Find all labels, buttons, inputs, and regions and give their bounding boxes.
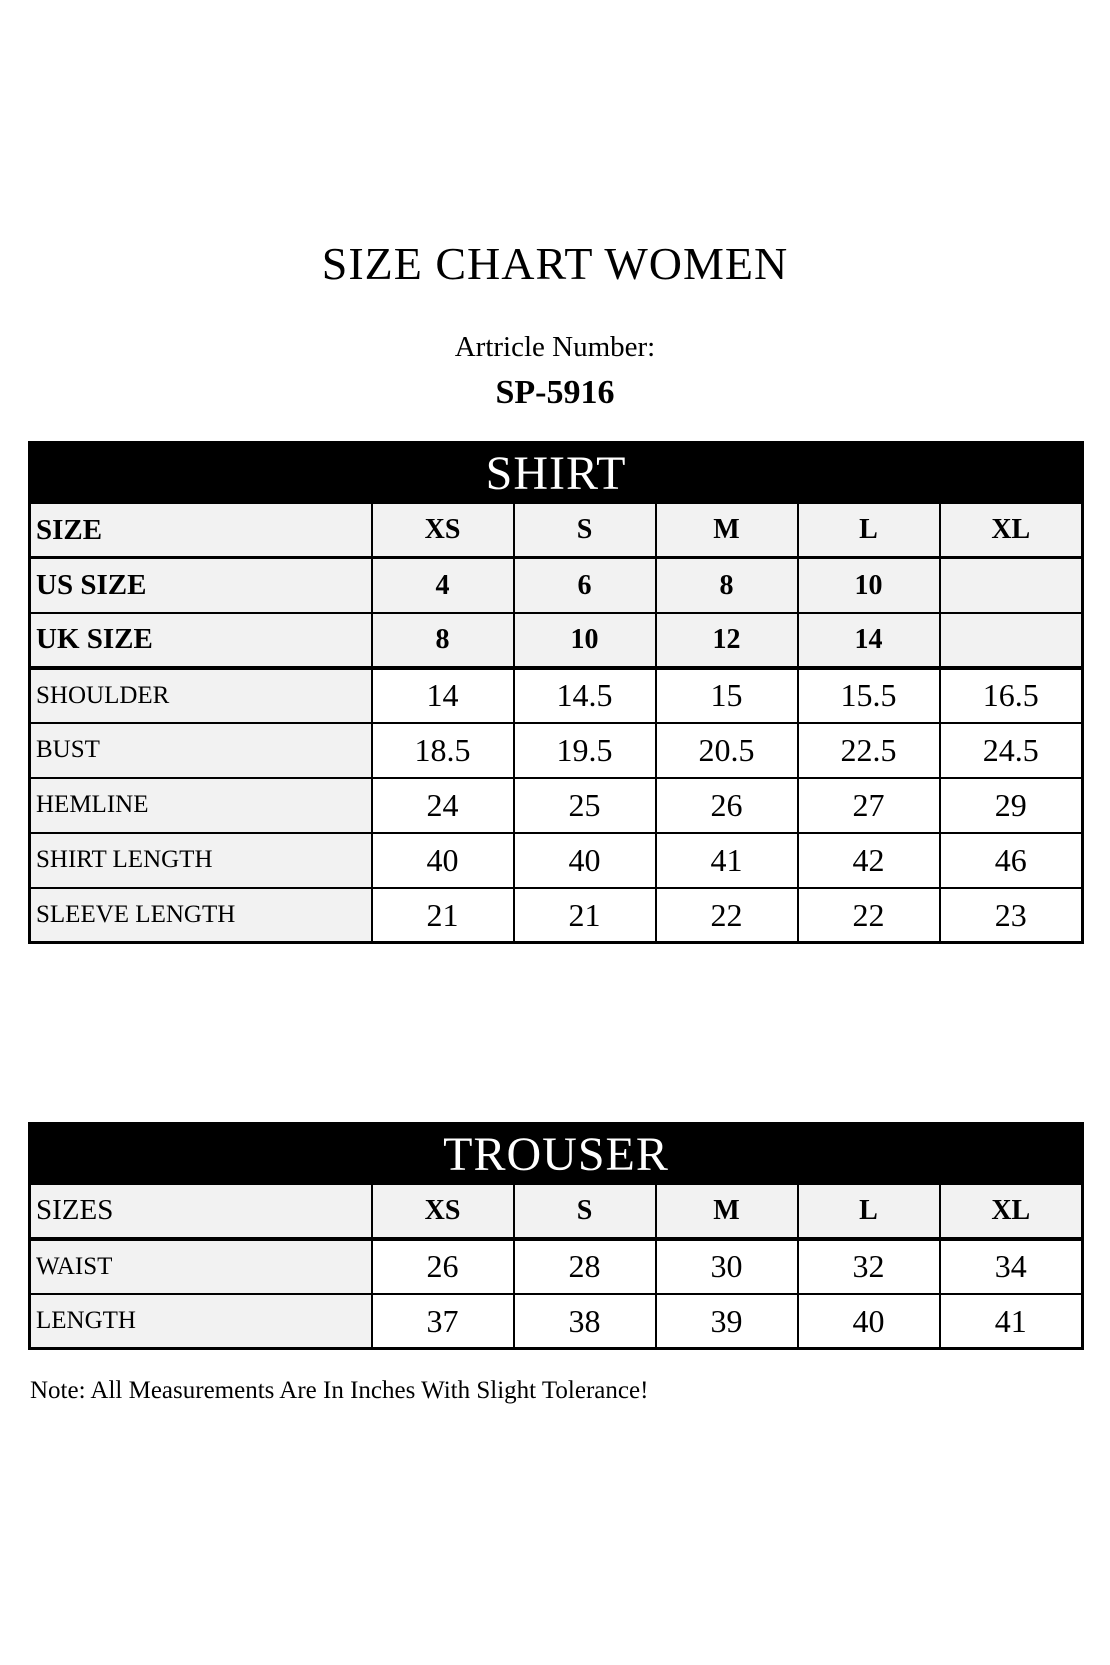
- size-value: 18.5: [372, 723, 514, 778]
- page-title: SIZE CHART WOMEN: [321, 238, 789, 289]
- size-value: 26: [656, 778, 798, 833]
- size-value: 22: [798, 888, 940, 943]
- article-number-label: Artricle Number:: [454, 330, 656, 363]
- size-value: 41: [656, 833, 798, 888]
- row-label: BUST: [30, 723, 372, 778]
- size-value: 15.5: [798, 668, 940, 723]
- trouser-table-banner-row: [30, 1124, 1083, 1184]
- table-row-us-size: [30, 558, 1083, 613]
- size-value: XL: [940, 503, 1083, 558]
- row-label: SHOULDER: [30, 668, 372, 723]
- row-label: HEMLINE: [30, 778, 372, 833]
- size-value: 42: [798, 833, 940, 888]
- size-value: 26: [372, 1239, 514, 1294]
- size-value: 41: [940, 1294, 1083, 1349]
- size-value: 21: [514, 888, 656, 943]
- table-row-shoulder: [30, 668, 1083, 723]
- row-label: SIZE: [30, 503, 372, 558]
- size-value: 22.5: [798, 723, 940, 778]
- size-value: [940, 613, 1083, 668]
- row-label: LENGTH: [30, 1294, 372, 1349]
- shirt-table-banner-row: [30, 443, 1083, 503]
- size-value: 32: [798, 1239, 940, 1294]
- table-row-bust: [30, 723, 1083, 778]
- table-row-size: [30, 503, 1083, 558]
- size-value: 22: [656, 888, 798, 943]
- row-label: SHIRT LENGTH: [30, 833, 372, 888]
- size-value: S: [514, 503, 656, 558]
- size-value: XS: [372, 1184, 514, 1239]
- table-row-waist: [30, 1239, 1083, 1294]
- size-value: 27: [798, 778, 940, 833]
- table-row-sleeve-length: [30, 888, 1083, 943]
- shirt-size-table: [28, 441, 1084, 944]
- shirt-table-title: SHIRT: [30, 443, 1083, 503]
- row-label: WAIST: [30, 1239, 372, 1294]
- size-value: 20.5: [656, 723, 798, 778]
- size-value: 16.5: [940, 668, 1083, 723]
- size-value: 14: [798, 613, 940, 668]
- size-value: 40: [372, 833, 514, 888]
- size-value: 30: [656, 1239, 798, 1294]
- size-value: [940, 558, 1083, 613]
- size-value: 40: [798, 1294, 940, 1349]
- table-row-uk-size: [30, 613, 1083, 668]
- row-label: US SIZE: [30, 558, 372, 613]
- article-number-value: SP-5916: [495, 374, 615, 412]
- table-row-hemline: [30, 778, 1083, 833]
- size-value: 15: [656, 668, 798, 723]
- size-value: 14.5: [514, 668, 656, 723]
- trouser-size-table: [28, 1122, 1084, 1350]
- size-value: 24: [372, 778, 514, 833]
- size-value: 8: [372, 613, 514, 668]
- size-value: XL: [940, 1184, 1083, 1239]
- size-value: 46: [940, 833, 1083, 888]
- size-value: M: [656, 503, 798, 558]
- size-value: 25: [514, 778, 656, 833]
- size-value: 6: [514, 558, 656, 613]
- size-value: L: [798, 1184, 940, 1239]
- size-value: 24.5: [940, 723, 1083, 778]
- row-label: SIZES: [30, 1184, 372, 1239]
- size-value: 21: [372, 888, 514, 943]
- size-value: 19.5: [514, 723, 656, 778]
- row-label: UK SIZE: [30, 613, 372, 668]
- size-value: 14: [372, 668, 514, 723]
- trouser-table-title: TROUSER: [30, 1124, 1083, 1184]
- size-value: 23: [940, 888, 1083, 943]
- size-value: 40: [514, 833, 656, 888]
- size-value: 37: [372, 1294, 514, 1349]
- size-value: 39: [656, 1294, 798, 1349]
- size-value: 29: [940, 778, 1083, 833]
- size-value: 8: [656, 558, 798, 613]
- size-value: 38: [514, 1294, 656, 1349]
- size-value: 28: [514, 1239, 656, 1294]
- size-value: 34: [940, 1239, 1083, 1294]
- table-row-length: [30, 1294, 1083, 1349]
- size-value: 4: [372, 558, 514, 613]
- size-value: XS: [372, 503, 514, 558]
- size-value: M: [656, 1184, 798, 1239]
- size-value: 12: [656, 613, 798, 668]
- measurements-note: Note: All Measurements Are In Inches With Slight Tolerance!: [30, 1377, 649, 1405]
- size-value: S: [514, 1184, 656, 1239]
- size-value: L: [798, 503, 940, 558]
- size-value: 10: [514, 613, 656, 668]
- size-value: 10: [798, 558, 940, 613]
- row-label: SLEEVE LENGTH: [30, 888, 372, 943]
- table-row-sizes: [30, 1184, 1083, 1239]
- table-row-shirt-length: [30, 833, 1083, 888]
